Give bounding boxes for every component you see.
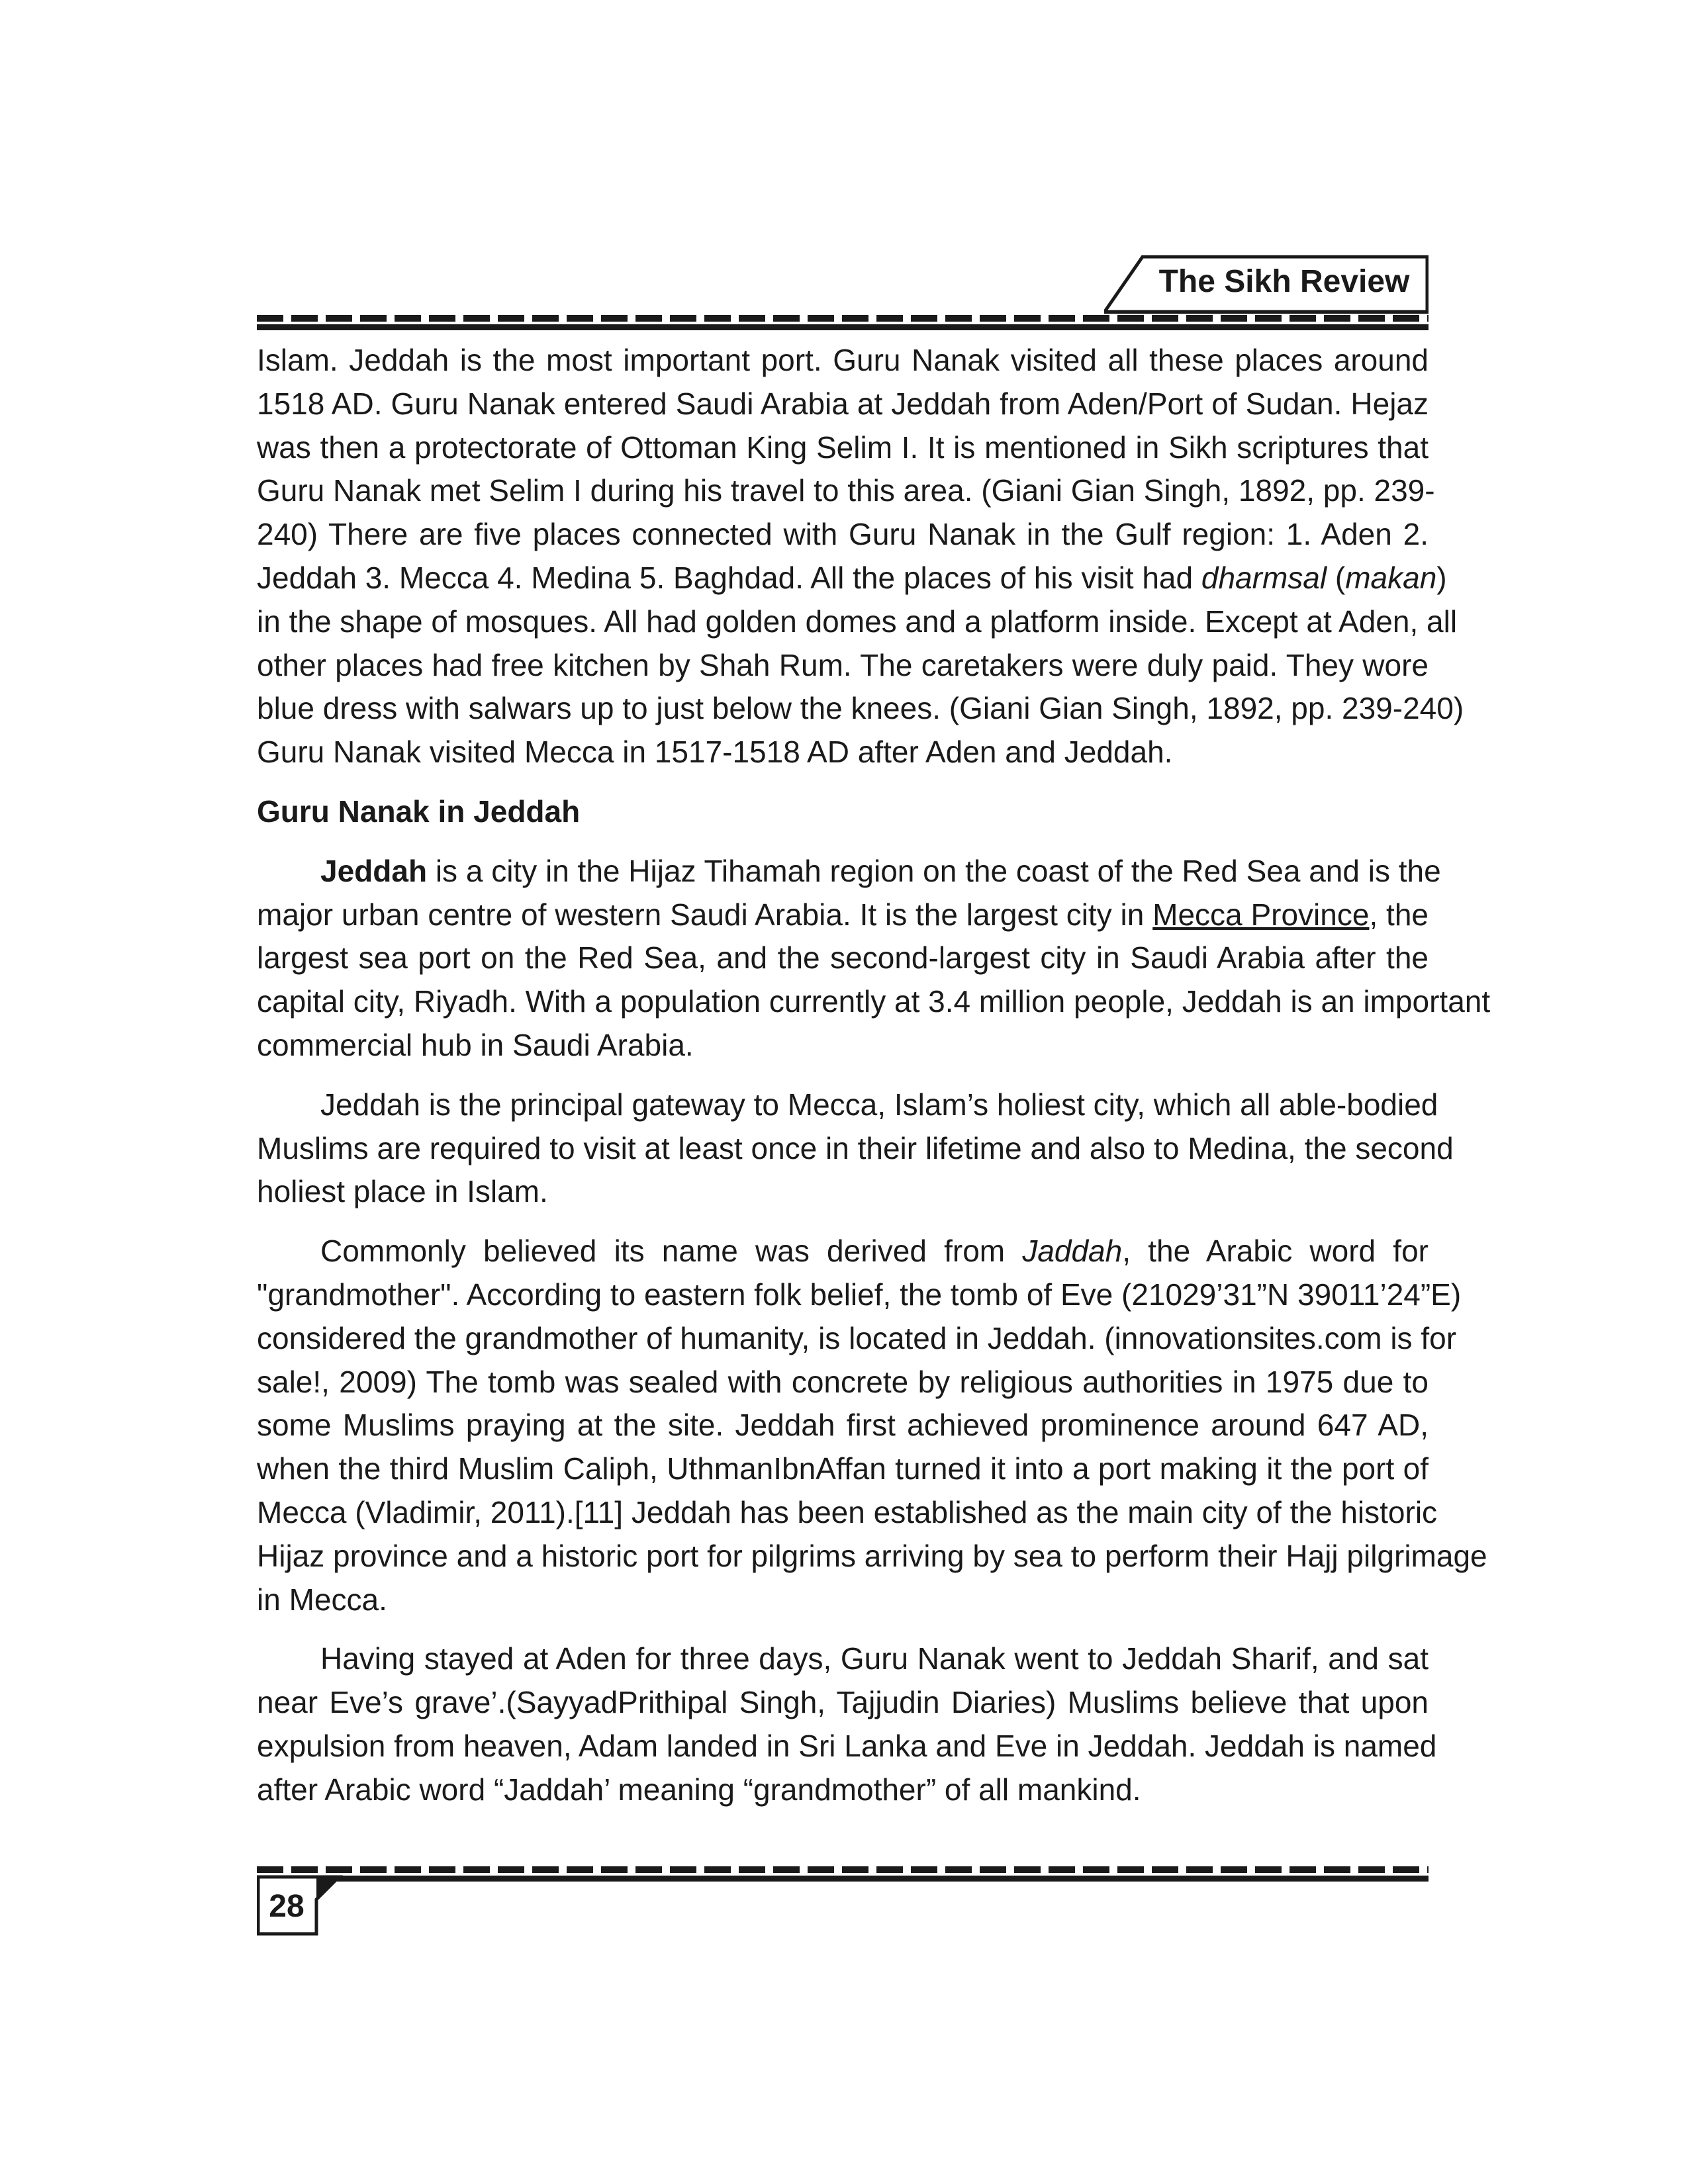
text-line: Mecca (Vladimir, 2011).[11] Jeddah has been established as the main city of the historic bbox=[257, 1494, 1438, 1529]
italic-term-makan: makan bbox=[1345, 560, 1437, 595]
text-line: expulsion from heaven, Adam landed in Sri Lanka and Eve in Jeddah. Jeddah is named bbox=[257, 1728, 1437, 1763]
text-line: sale!, 2009) The tomb was sealed with concrete by religious authorities in 1975 due to bbox=[257, 1364, 1429, 1399]
text-line bbox=[257, 850, 1441, 893]
text-line: Hijaz province and a historic port for pilgrims arriving by sea to perform their Hajj pilgrimage bbox=[257, 1538, 1487, 1573]
text-line: largest sea port on the Red Sea, and the second-largest city in Saudi Arabia after the bbox=[257, 940, 1429, 976]
italic-term-jaddah: Jaddah bbox=[1022, 1234, 1123, 1269]
text-line: commercial hub in Saudi Arabia. bbox=[257, 1027, 694, 1062]
paragraph-jeddah-overview bbox=[257, 850, 1491, 1068]
text-segment: ( bbox=[1327, 560, 1346, 595]
footer-dashed-rule bbox=[257, 1866, 1429, 1873]
header-solid-rule bbox=[257, 324, 1429, 330]
page-number: 28 bbox=[269, 1889, 305, 1924]
text-line: after Arabic word “Jaddah’ meaning “grandmother” of all mankind. bbox=[257, 1772, 1141, 1807]
text-segment: Jeddah is the principal gateway to Mecca, Islam’s holiest city, which all able-bodied bbox=[320, 1087, 1438, 1122]
text-line: considered the grandmother of humanity, is located in Jeddah. (innovationsites.com is for bbox=[257, 1320, 1457, 1355]
section-heading: Guru Nanak in Jeddah bbox=[257, 794, 581, 829]
text-line: Guru Nanak met Selim I during his travel to this area. (Giani Gian Singh, 1892, pp. 239- bbox=[257, 473, 1435, 508]
text-segment: is a city in the Hijaz Tihamah region on the coast of the Red Sea and is the bbox=[427, 853, 1441, 888]
text-line: Guru Nanak visited Mecca in 1517-1518 AD after Aden and Jeddah. bbox=[257, 735, 1173, 770]
header-dashed-rule bbox=[257, 315, 1429, 322]
text-line bbox=[257, 1637, 1429, 1681]
text-segment: ) bbox=[1436, 560, 1447, 595]
paragraph-gateway bbox=[257, 1083, 1454, 1214]
paragraph-name-origin bbox=[257, 1230, 1487, 1621]
text-line: in the shape of mosques. All had golden domes and a platform inside. Except at Aden, all bbox=[257, 604, 1458, 639]
text-segment: , the Arabic word for bbox=[1122, 1234, 1429, 1269]
text-line: in Mecca. bbox=[257, 1582, 387, 1617]
text-segment: Jeddah 3. Mecca 4. Medina 5. Baghdad. All the places of his visit had bbox=[257, 560, 1201, 595]
text-line: Islam. Jeddah is the most important port. Guru Nanak visited all these places around bbox=[257, 343, 1429, 377]
bold-term-jeddah: Jeddah bbox=[320, 853, 428, 888]
paragraph-eve-grave bbox=[257, 1637, 1437, 1811]
text-segment: major urban centre of western Saudi Arabia. It is the largest city in bbox=[257, 897, 1153, 932]
article-body bbox=[257, 339, 1491, 1828]
journal-title: The Sikh Review bbox=[1158, 264, 1410, 299]
text-line bbox=[257, 893, 1429, 937]
mecca-province-link[interactable]: Mecca Province bbox=[1152, 897, 1370, 932]
text-line: "grandmother". According to eastern folk belief, the tomb of Eve (21029’31”N 39011’24”E) bbox=[257, 1277, 1462, 1312]
text-line bbox=[257, 1230, 1429, 1273]
text-line: near Eve’s grave’.(SayyadPrithipal Singh, Tajjudin Diaries) Muslims believe that upon bbox=[257, 1685, 1429, 1720]
footer-solid-rule bbox=[257, 1876, 1429, 1882]
text-line: blue dress with salwars up to just below the knees. (Giani Gian Singh, 1892, pp. 239-240) bbox=[257, 691, 1464, 726]
text-line bbox=[257, 557, 1447, 600]
text-line: other places had free kitchen by Shah Rum. The caretakers were duly paid. They wore bbox=[257, 647, 1429, 682]
text-line: holiest place in Islam. bbox=[257, 1174, 548, 1209]
text-line: capital city, Riyadh. With a population currently at 3.4 million people, Jeddah is an important bbox=[257, 984, 1491, 1019]
text-line: Muslims are required to visit at least once in their lifetime and also to Medina, the second bbox=[257, 1130, 1454, 1165]
text-segment: Commonly believed its name was derived from bbox=[320, 1234, 1023, 1269]
text-line: when the third Muslim Caliph, UthmanIbnAffan turned it into a port making it the port of bbox=[257, 1451, 1429, 1486]
text-line: 1518 AD. Guru Nanak entered Saudi Arabia at Jeddah from Aden/Port of Sudan. Hejaz bbox=[257, 386, 1429, 421]
text-segment: , the bbox=[1369, 897, 1429, 932]
text-line: some Muslims praying at the site. Jeddah first achieved prominence around 647 AD, bbox=[257, 1408, 1429, 1443]
text-line: was then a protectorate of Ottoman King Selim I. It is mentioned in Sikh scriptures that bbox=[257, 430, 1429, 465]
italic-term-dharmsal: dharmsal bbox=[1201, 560, 1327, 595]
text-segment: Having stayed at Aden for three days, Guru Nanak went to Jeddah Sharif, and sat bbox=[320, 1641, 1429, 1676]
paragraph-intro bbox=[257, 339, 1464, 774]
text-line bbox=[257, 1083, 1438, 1127]
text-line: 240) There are five places connected with Guru Nanak in the Gulf region: 1. Aden 2. bbox=[257, 517, 1429, 552]
